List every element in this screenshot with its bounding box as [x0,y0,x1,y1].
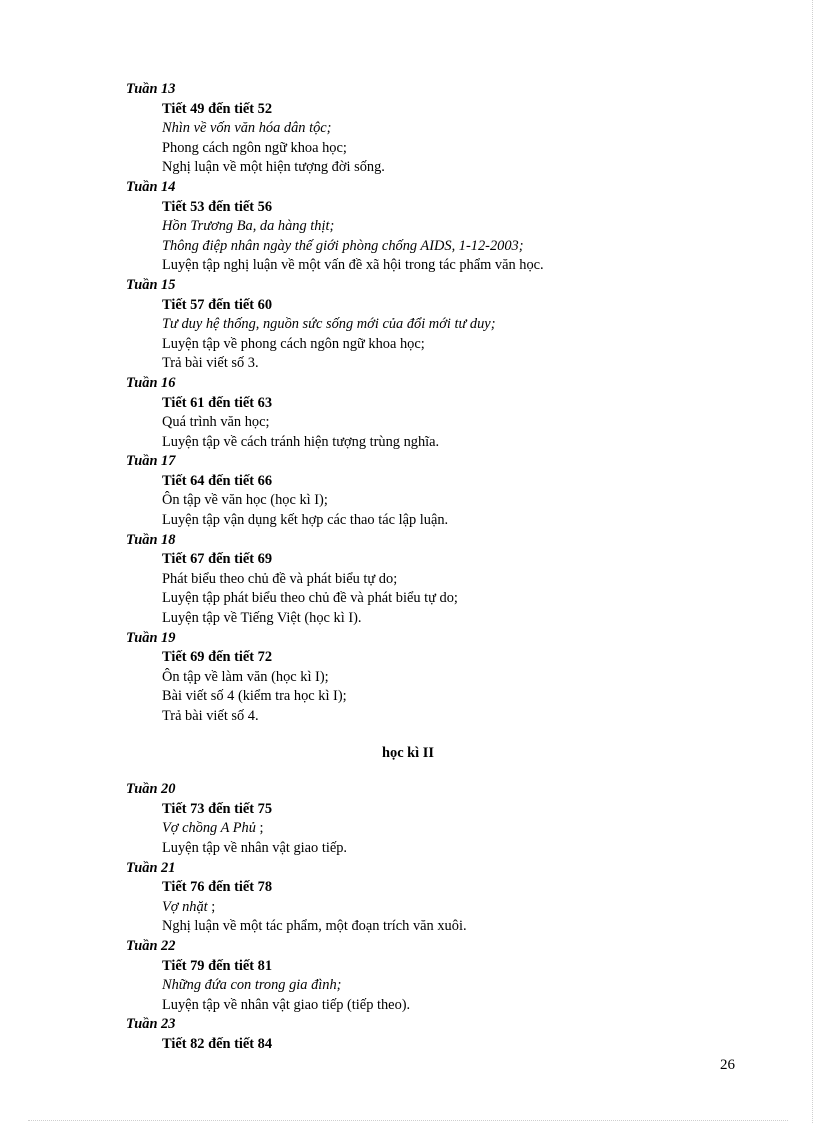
lesson-item [126,491,746,511]
week-heading: Tuần 20 [126,781,176,798]
lesson-range: Tiết 57 đến tiết 60 [162,296,273,313]
lesson-item-text: Thông điệp nhân ngày thế giới phòng chống AIDS, 1-12-2003; [162,237,524,254]
lesson-item [126,996,746,1016]
week-heading: Tuần 21 [126,859,176,876]
week-heading: Tuần 13 [126,81,176,97]
week-block [126,276,746,374]
lesson-item [126,139,746,159]
week-block [126,859,746,937]
lesson-item-text: Nghị luận về một hiện tượng đời sống. [162,159,385,176]
lesson-range: Tiết 76 đến tiết 78 [162,879,273,896]
lesson-item-text: Luyện tập về nhân vật giao tiếp. [162,839,348,856]
lesson-item [126,898,746,918]
lesson-item-text: Ôn tập về văn học (học kì I); [162,492,328,509]
lesson-item [126,976,746,996]
week-block [126,374,746,452]
lesson-item-text: Luyện tập vận dụng kết hợp các thao tác lập luận. [162,512,449,529]
lesson-item-text: Phong cách ngôn ngữ khoa học; [162,139,347,156]
week-block [126,531,746,629]
lesson-item-text: Luyện tập về cách tránh hiện tượng trùng nghĩa. [162,433,440,450]
lesson-item-text: Bài viết số 4 (kiểm tra học kì I); [162,688,347,705]
lesson-range: Tiết 79 đến tiết 81 [162,957,273,974]
lesson-item [126,237,746,257]
lesson-item-text: Luyện tập về phong cách ngôn ngữ khoa học; [162,335,425,352]
lesson-item [126,917,746,937]
semester-2-weeks [126,780,746,1054]
semester-heading: học kì II [382,744,434,761]
lesson-item [126,511,746,531]
lesson-schedule [126,80,746,1055]
lesson-range: Tiết 73 đến tiết 75 [162,800,273,817]
week-block [126,937,746,1015]
week-heading: Tuần 15 [126,276,176,293]
lesson-item [126,839,746,859]
lesson-item-text: Vợ chồng A Phủ [162,820,256,837]
week-heading: Tuần 14 [126,178,176,195]
week-heading: Tuần 22 [126,937,176,954]
page-number: 26 [720,1057,735,1073]
lesson-item [126,570,746,590]
lesson-item [126,589,746,609]
lesson-item [126,609,746,629]
week-block [126,1015,746,1054]
lesson-item-text: Trả bài viết số 3. [162,355,259,372]
lesson-item-text: Luyện tập về nhân vật giao tiếp (tiếp theo). [162,996,411,1013]
lesson-item [126,354,746,374]
lesson-item-text: Luyện tập về Tiếng Việt (học kì I). [162,610,362,627]
lesson-item-text: Tư duy hệ thống, nguồn sức sống mới của đổi mới tư duy; [162,316,496,333]
week-block [126,178,746,276]
lesson-item-text: Nghị luận về một tác phẩm, một đoạn trích văn xuôi. [162,918,467,935]
lesson-item [126,819,746,839]
lesson-range: Tiết 53 đến tiết 56 [162,198,273,215]
lesson-item-punctuation: ; [255,820,264,837]
lesson-range: Tiết 64 đến tiết 66 [162,472,273,489]
lesson-range: Tiết 61 đến tiết 63 [162,394,273,411]
week-block [126,629,746,727]
lesson-item-text: Phát biểu theo chủ đề và phát biểu tự do; [162,570,398,587]
lesson-item [126,158,746,178]
lesson-range: Tiết 82 đến tiết 84 [162,1035,273,1052]
lesson-item-text: Luyện tập phát biểu theo chủ đề và phát biểu tự do; [162,590,458,607]
week-heading: Tuần 19 [126,629,176,646]
week-heading: Tuần 18 [126,531,176,548]
lesson-item [126,335,746,355]
lesson-item-text: Vợ nhặt [162,898,208,915]
lesson-range: Tiết 67 đến tiết 69 [162,551,273,568]
lesson-item-text: Nhìn về vốn văn hóa dân tộc; [162,120,332,137]
lesson-item-punctuation: ; [207,898,216,915]
lesson-range: Tiết 69 đến tiết 72 [162,649,273,666]
week-block [126,780,746,858]
page-right-border [812,0,813,1123]
lesson-item-text: Những đứa con trong gia đình; [162,977,342,994]
lesson-item [126,707,746,727]
lesson-item [126,413,746,433]
lesson-item-text: Luyện tập nghị luận về một vấn đề xã hội trong tác phẩm văn học. [162,257,544,274]
lesson-item-text: Quá trình văn học; [162,414,270,431]
lesson-item-text: Trả bài viết số 4. [162,708,259,724]
week-heading: Tuần 16 [126,374,176,391]
lesson-item-text: Hồn Trương Ba, da hàng thịt; [162,218,335,235]
page-bottom-border [28,1120,788,1121]
week-block [126,80,746,178]
lesson-item [126,433,746,453]
lesson-item [126,687,746,707]
lesson-item [126,315,746,335]
lesson-item-text: Ôn tập về làm văn (học kì I); [162,668,329,685]
lesson-item [126,256,746,276]
week-heading: Tuần 17 [126,453,176,470]
week-heading: Tuần 23 [126,1016,176,1033]
lesson-item [126,668,746,688]
lesson-range: Tiết 49 đến tiết 52 [162,100,273,117]
lesson-item [126,217,746,237]
semester-1-weeks [126,80,746,727]
lesson-item [126,119,746,139]
week-block [126,452,746,530]
